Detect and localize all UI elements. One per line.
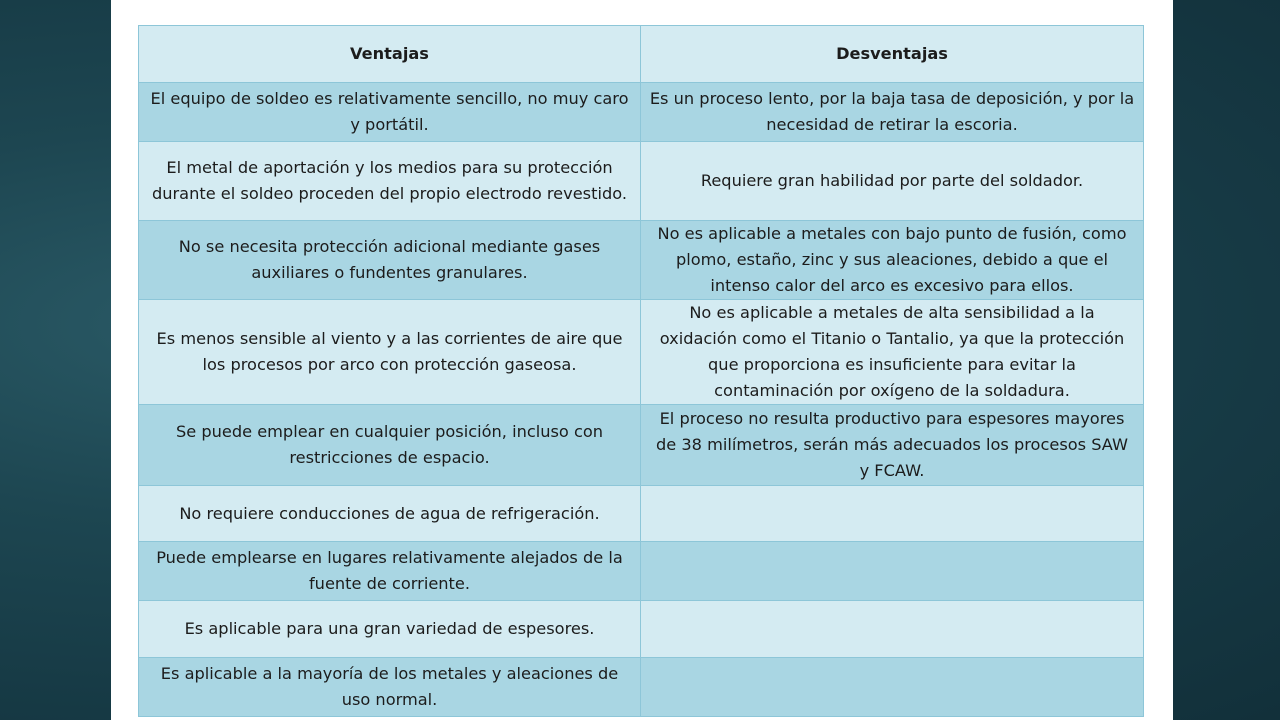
desventaja-cell: No es aplicable a metales con bajo punto de fusión, como plomo, estaño, zinc y sus aleaciones, debido a que el intenso calor del arco es excesivo para ellos. — [641, 221, 1144, 300]
table-row — [139, 221, 1144, 300]
desventaja-cell — [641, 486, 1144, 542]
ventaja-cell: Puede emplearse en lugares relativamente alejados de la fuente de corriente. — [139, 542, 641, 601]
desventaja-cell — [641, 542, 1144, 601]
table-row — [139, 142, 1144, 221]
table-row — [139, 542, 1144, 601]
table-row — [139, 405, 1144, 486]
desventaja-cell: Requiere gran habilidad por parte del soldador. — [641, 142, 1144, 221]
ventaja-cell: El equipo de soldeo es relativamente sencillo, no muy caro y portátil. — [139, 83, 641, 142]
table-row — [139, 658, 1144, 717]
table-header-row — [139, 26, 1144, 83]
ventaja-cell: No requiere conducciones de agua de refrigeración. — [139, 486, 641, 542]
ventaja-cell: Es aplicable a la mayoría de los metales y aleaciones de uso normal. — [139, 658, 641, 717]
header-ventajas: Ventajas — [139, 26, 641, 83]
ventaja-cell: No se necesita protección adicional mediante gases auxiliares o fundentes granulares. — [139, 221, 641, 300]
desventaja-cell: El proceso no resulta productivo para espesores mayores de 38 milímetros, serán más adecuados los procesos SAW y FCAW. — [641, 405, 1144, 486]
ventaja-cell: Se puede emplear en cualquier posición, incluso con restricciones de espacio. — [139, 405, 641, 486]
desventaja-cell: Es un proceso lento, por la baja tasa de deposición, y por la necesidad de retirar la escoria. — [641, 83, 1144, 142]
table-row — [139, 83, 1144, 142]
comparison-table — [138, 25, 1144, 717]
ventaja-cell: El metal de aportación y los medios para su protección durante el soldeo proceden del propio electrodo revestido. — [139, 142, 641, 221]
desventaja-cell: No es aplicable a metales de alta sensibilidad a la oxidación como el Titanio o Tantalio, ya que la protección que proporciona es insuficiente para evitar la contaminación por oxígeno de la soldadura. — [641, 300, 1144, 405]
table-row — [139, 601, 1144, 658]
desventaja-cell — [641, 658, 1144, 717]
header-desventajas: Desventajas — [641, 26, 1144, 83]
ventaja-cell: Es menos sensible al viento y a las corrientes de aire que los procesos por arco con protección gaseosa. — [139, 300, 641, 405]
table-row — [139, 486, 1144, 542]
desventaja-cell — [641, 601, 1144, 658]
table-row — [139, 300, 1144, 405]
ventaja-cell: Es aplicable para una gran variedad de espesores. — [139, 601, 641, 658]
